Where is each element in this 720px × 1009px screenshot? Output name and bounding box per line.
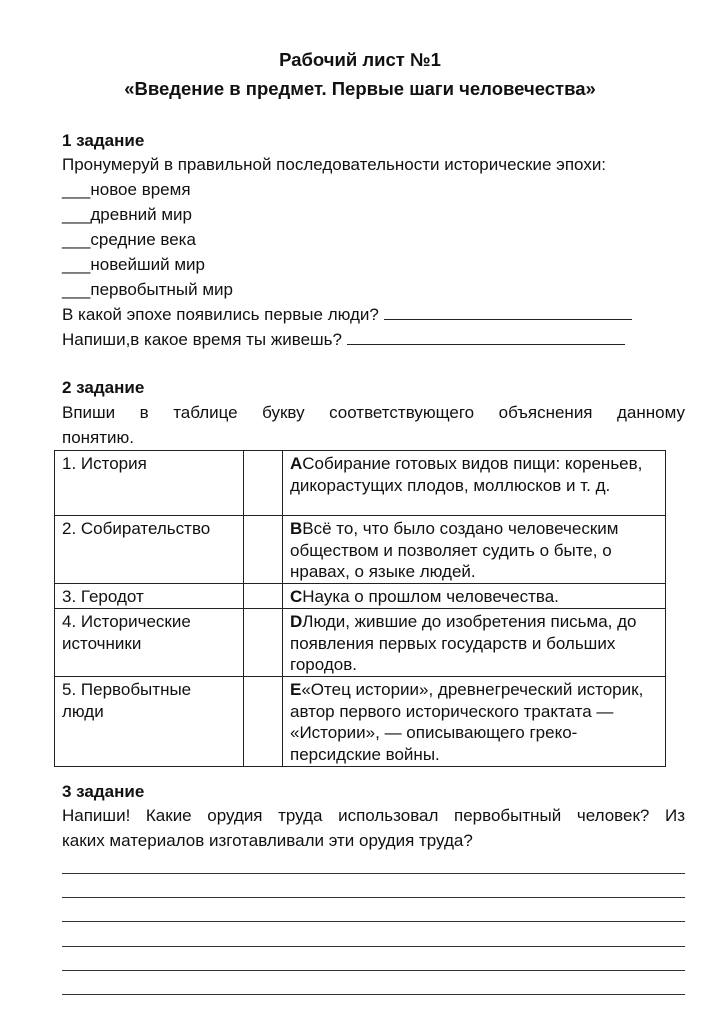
- era-item: ___средние века: [62, 230, 196, 249]
- answer-cell[interactable]: [244, 516, 283, 584]
- era-blank[interactable]: ___: [62, 255, 91, 274]
- era-item: ___первобытный мир: [62, 280, 233, 299]
- question-first-people: В какой эпохе появились первые люди?: [62, 304, 632, 325]
- era-blank[interactable]: ___: [62, 180, 91, 199]
- answer-cell[interactable]: [244, 584, 283, 609]
- task3-instruction-end: каких материалов изготавливали эти орудия труда?: [62, 831, 473, 850]
- task2-instruction: Впиши в таблице букву соответствующего объяснения данному: [62, 403, 685, 422]
- definition-cell: E«Отец истории», древнегреческий историк, автор первого исторического трактата — «Истории», — описывающего греко-персидские войны.: [283, 676, 666, 766]
- table-row: [55, 516, 666, 584]
- task2-heading: 2 задание: [62, 378, 145, 397]
- term-cell: 3. Геродот: [55, 584, 244, 609]
- era-blank[interactable]: ___: [62, 280, 91, 299]
- question-current-era: Напиши,в какое время ты живешь?: [62, 329, 625, 350]
- answer-cell[interactable]: [244, 676, 283, 766]
- era-item: ___новейший мир: [62, 255, 206, 274]
- answer-cell[interactable]: [244, 608, 283, 676]
- answer-line[interactable]: [62, 970, 685, 971]
- answer-line[interactable]: [62, 946, 685, 947]
- answer-line[interactable]: [347, 329, 625, 345]
- table-row: [55, 584, 666, 609]
- answer-cell[interactable]: [244, 451, 283, 516]
- task3-instruction: Напиши! Какие орудия труда использовал первобытный человек? Из: [62, 806, 685, 825]
- answer-line[interactable]: [62, 897, 685, 898]
- definition-cell: DЛюди, жившие до изобретения письма, до появления первых государств и больших городов.: [283, 608, 666, 676]
- era-item: ___древний мир: [62, 205, 192, 224]
- definition-cell: AСобирание готовых видов пищи: кореньев, дикорастущих плодов, моллюсков и т. д.: [283, 451, 666, 516]
- definition-cell: BВсё то, что было создано человеческим обществом и позволяет судить о быте, о нравах, о языке людей.: [283, 516, 666, 584]
- answer-line[interactable]: [384, 304, 632, 320]
- era-item: ___новое время: [62, 180, 191, 199]
- term-cell: 5. Первобытные люди: [55, 676, 244, 766]
- term-cell: 2. Собирательство: [55, 516, 244, 584]
- answer-line[interactable]: [62, 994, 685, 995]
- term-cell: 1. История: [55, 451, 244, 516]
- task1-instruction: Пронумеруй в правильной последовательности исторические эпохи:: [62, 155, 607, 174]
- task2-instruction-end: понятию.: [62, 428, 135, 447]
- matching-table: [54, 450, 666, 767]
- table-row: [55, 451, 666, 516]
- table-row: [55, 608, 666, 676]
- answer-line[interactable]: [62, 921, 685, 922]
- worksheet-subtitle: «Введение в предмет. Первые шаги человечества»: [124, 78, 596, 99]
- era-blank[interactable]: ___: [62, 230, 91, 249]
- task1-heading: 1 задание: [62, 131, 145, 150]
- definition-cell: CНаука о прошлом человечества.: [283, 584, 666, 609]
- era-blank[interactable]: ___: [62, 205, 91, 224]
- task3-heading: 3 задание: [62, 782, 145, 801]
- term-cell: 4. Исторические источники: [55, 608, 244, 676]
- table-row: [55, 676, 666, 766]
- worksheet-title: Рабочий лист №1: [279, 49, 441, 70]
- answer-line[interactable]: [62, 873, 685, 874]
